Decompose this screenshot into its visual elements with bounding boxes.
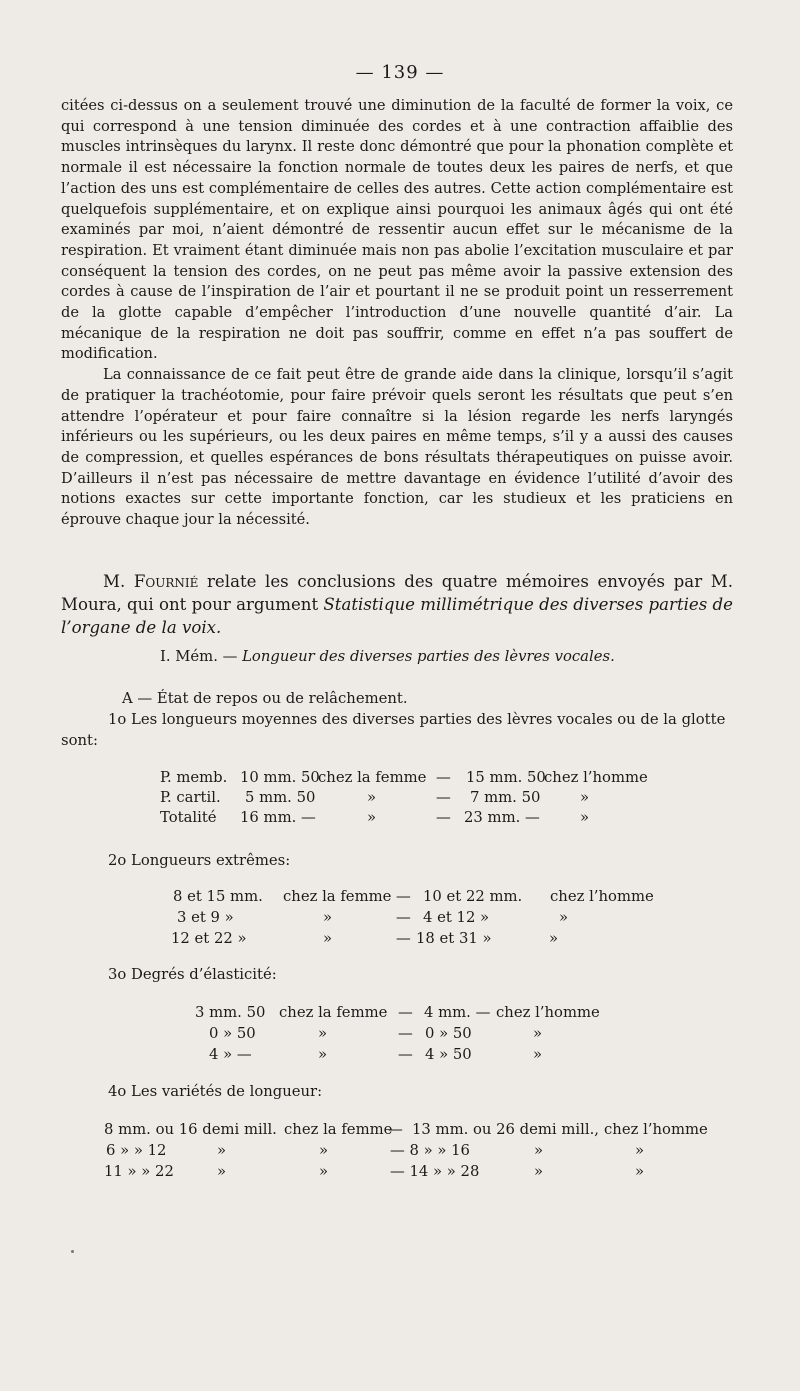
- author-name: M. Fournié: [103, 572, 199, 591]
- table-cell: chez l’homme: [550, 888, 654, 905]
- memo-title-text: Longueur des diverses parties des lèvres vocales.: [242, 648, 615, 665]
- table-cell: — 8 » » 16: [390, 1142, 470, 1159]
- table-cell: P. memb.: [160, 769, 228, 786]
- table-cell: 0 » 50: [209, 1025, 256, 1042]
- table-cell: chez la femme: [318, 769, 427, 786]
- paper-speck: [71, 1250, 74, 1253]
- table-cell: »: [217, 1142, 227, 1159]
- table-cell: »: [323, 930, 333, 947]
- table-cell: 6 » » 12: [106, 1142, 167, 1159]
- section-text: relate les conclusions des quatre mémoires envoyés par M. Moura, qui ont pour argument: [61, 572, 734, 614]
- table-cell: 3 et 9 »: [177, 909, 234, 926]
- table-cell: »: [367, 789, 377, 806]
- table-cell: —: [436, 809, 451, 826]
- table-cell: —: [388, 1121, 403, 1138]
- paragraph-2: La connaissance de ce fait peut être de grande aide dans la clinique, lorsqu’il s’agit de pratiquer la trachéotomie, pour faire prévoir quels seront les résultats que peut s’en attendre l’opérateur et pour faire connaître si la lésion regarde les nerfs laryngés inférieurs ou les supérieurs, ou les deux paires en même temps, s’il y a aussi des causes de compression, et quelles espérances de bons résultats thérapeutiques on puisse avoir. D’ailleurs il n’est pas nécessaire de mettre davantage en évidence l’utilité d’avoir des notions exactes sur cette importante fonction, car les studieux et les praticiens en éprouve chaque jour la nécessité.: [61, 366, 733, 529]
- table-cell: —: [398, 1025, 413, 1042]
- table-cell: »: [533, 1046, 543, 1063]
- table-cell: »: [318, 1025, 328, 1042]
- table-cell: »: [534, 1163, 544, 1180]
- page-number: — 139 —: [355, 62, 445, 83]
- table-cell: 4 » —: [209, 1046, 252, 1063]
- table-cell: 5 mm. 50: [245, 789, 316, 806]
- table-cell: »: [549, 930, 559, 947]
- table-cell: »: [318, 1046, 328, 1063]
- table-cell: »: [534, 1142, 544, 1159]
- table-cell: —: [436, 789, 451, 806]
- table-cell: »: [533, 1025, 543, 1042]
- table-cell: chez la femme: [283, 888, 392, 905]
- table-cell: »: [580, 789, 590, 806]
- table-cell: »: [559, 909, 569, 926]
- table-cell: »: [635, 1163, 645, 1180]
- table-cell: chez la femme: [284, 1121, 393, 1138]
- table-cell: —: [398, 1004, 413, 1021]
- table-cell: 4 mm. —: [424, 1004, 491, 1021]
- table-cell: »: [367, 809, 377, 826]
- table-cell: chez l’homme: [604, 1121, 708, 1138]
- table-cell: 16 mm. —: [240, 809, 316, 826]
- table-cell: »: [580, 809, 590, 826]
- memo-title: [160, 648, 615, 665]
- state-a-heading: A — État de repos ou de relâchement.: [122, 690, 408, 707]
- table-cell: chez l’homme: [544, 769, 648, 786]
- paragraph-1: citées ci-dessus on a seulement trouvé une diminution de la faculté de former la voix, ce qui correspond à une tension diminuée des cordes et à une contraction affaiblie des muscles intrinsèques du larynx. Il reste donc démontré que pour la phonation complète et normale il est nécessaire la fonction normale de toutes deux les paires de nerfs, et que l’action des uns est complémentaire de celles des autres. Cette action complémentaire est quelquefois supplémentaire, et on explique ainsi pourquoi les animaux âgés qui ont été examinés par moi, n’aient démontré de ressentir aucun effet sur le mécanisme de la respiration. Et vraiment étant diminuée mais non pas abolie l’excitation musculaire et par conséquent la tension des cordes, on ne peut pas même avoir la passive extension des cordes à cause de l’inspiration de l’air et pourtant il ne se produit point un resserrement de la glotte capable d’empêcher l’introduction d’une nouvelle quantité d’air. La mécanique de la respiration ne doit pas souffrir, comme en effet n’a pas souffert de modification.: [61, 97, 733, 363]
- table-cell: chez la femme: [279, 1004, 388, 1021]
- section-heading: [61, 570, 733, 639]
- table-cell: 15 mm. 50: [466, 769, 546, 786]
- item-3-heading: 3o Degrés d’élasticité:: [108, 966, 277, 983]
- table-cell: — 14 » » 28: [390, 1163, 480, 1180]
- table-cell: —: [396, 909, 411, 926]
- table-cell: 0 » 50: [425, 1025, 472, 1042]
- table-cell: chez l’homme: [496, 1004, 600, 1021]
- table-cell: 10 et 22 mm.: [423, 888, 523, 905]
- table-cell: 23 mm. —: [464, 809, 540, 826]
- table-cell: 4 et 12 »: [423, 909, 490, 926]
- table-cell: —: [396, 888, 411, 905]
- table-cell: 10 mm. 50: [240, 769, 320, 786]
- table-cell: P. cartil.: [160, 789, 221, 806]
- table-cell: —: [398, 1046, 413, 1063]
- table-cell: 18 et 31 »: [416, 930, 492, 947]
- table-cell: 12 et 22 »: [171, 930, 247, 947]
- table-cell: »: [319, 1142, 329, 1159]
- item-1-text: 1o Les longueurs moyennes des diverses parties des lèvres vocales ou de la glotte: [108, 711, 726, 728]
- table-cell: »: [323, 909, 333, 926]
- table-cell: 4 » 50: [425, 1046, 472, 1063]
- item-1-text-cont: sont:: [61, 732, 98, 749]
- table-cell: »: [217, 1163, 227, 1180]
- table-cell: 13 mm. ou 26 demi mill.,: [412, 1121, 600, 1138]
- table-cell: 7 mm. 50: [470, 789, 541, 806]
- table-cell: Totalité: [160, 809, 217, 826]
- table-cell: —: [436, 769, 451, 786]
- section-topic: Statistique millimétrique des diverses parties de l’organe de la voix.: [61, 595, 733, 637]
- memo-prefix: I. Mém. —: [160, 648, 243, 665]
- item-4-heading: 4o Les variétés de longueur:: [108, 1083, 323, 1100]
- table-cell: 8 mm. ou 16 demi mill.: [104, 1121, 277, 1138]
- table-cell: —: [396, 930, 411, 947]
- table-cell: »: [635, 1142, 645, 1159]
- table-cell: 3 mm. 50: [195, 1004, 266, 1021]
- table-cell: 8 et 15 mm.: [173, 888, 263, 905]
- table-cell: »: [319, 1163, 329, 1180]
- body-text: [61, 96, 733, 531]
- item-2-heading: 2o Longueurs extrêmes:: [108, 852, 291, 869]
- table-cell: 11 » » 22: [104, 1163, 174, 1180]
